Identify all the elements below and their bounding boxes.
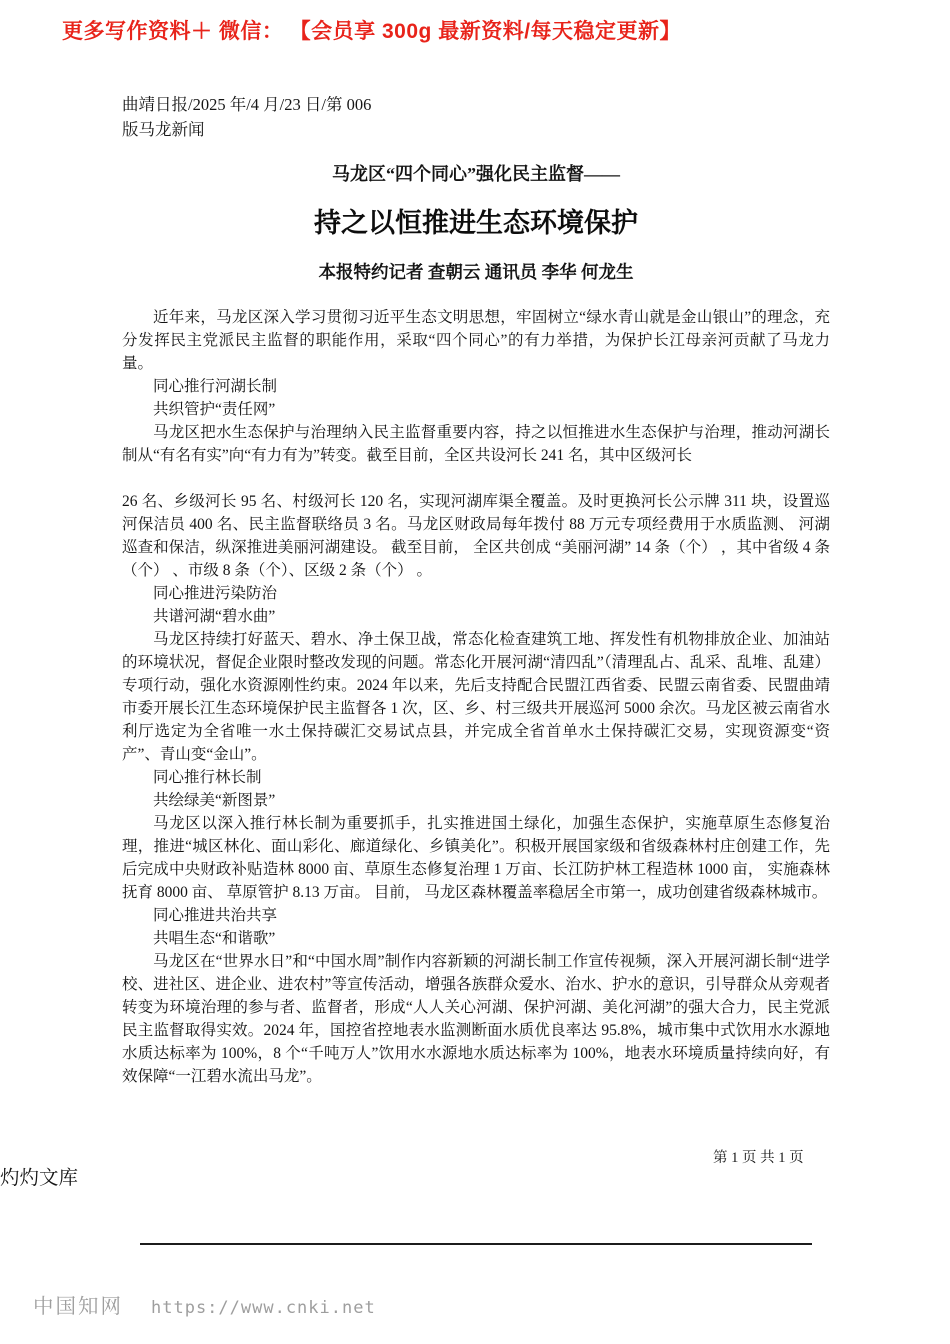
section-subhead: 同心推进共治共享	[153, 907, 278, 924]
section-subhead: 同心推行河湖长制	[153, 378, 278, 395]
cnki-url: https://www.cnki.net	[151, 1298, 376, 1318]
library-watermark: 灼灼文库	[0, 1168, 79, 1189]
article-paragraph: 近年来，马龙区深入学习贯彻习近平生态文明思想，牢固树立“绿水青山就是金山银山”的理念，充分发挥民主党派民主监督的职能作用，采取“四个同心”的有力举措，为保护长江母亲河贡献了马龙力量。	[122, 309, 830, 372]
page-number-label: 第 1 页 共 1 页	[713, 1150, 804, 1166]
source-citation-line1: 曲靖日报/2025 年/4 月/23 日/第 006	[122, 95, 372, 114]
section-subhead: 同心推行林长制	[153, 769, 262, 786]
article-paragraph: 26 名、乡级河长 95 名、村级河长 120 名，实现河湖库渠全覆盖。及时更换河长公示牌 311 块，设置巡河保洁员 400 名、民主监督联络员 3 名。马龙区财政局每年拨付 88 万元专项经费用于水质监测、 河湖巡查和保洁，纵深推进美丽河湖建设。 截至目前， 全区共创成 “美丽河湖” 14 条（个） ，其中省级 4 条（个） 、市级 8 条（个）、区级 2 条（个） 。	[122, 493, 830, 579]
footer-divider-line	[140, 1243, 812, 1245]
source-citation	[122, 92, 371, 142]
section-subhead: 共谱河湖“碧水曲”	[153, 608, 276, 625]
article-title: 持之以恒推进生态环境保护	[314, 208, 638, 238]
article-body	[122, 306, 830, 1088]
section-subhead: 共织管护“责任网”	[153, 401, 276, 418]
article-paragraph: 马龙区以深入推行林长制为重要抓手，扎实推进国土绿化，加强生态保护，实施草原生态修复治理，推进“城区林化、面山彩化、廊道绿化、乡镇美化”。积极开展国家级和省级森林村庄创建工作，先后完成中央财政补贴造林 8000 亩、草原生态修复治理 1 万亩、长江防护林工程造林 1000 亩， 实施森林抚育 8000 亩、 草原管护 8.13 万亩。 目前， 马龙区森林覆盖率稳居全市第一，成功创建省级森林城市。	[122, 815, 830, 901]
promo-banner-text: 更多写作资料＋ 微信： 【会员享 300g 最新资料/每天稳定更新】	[62, 20, 682, 43]
section-subhead: 共绘绿美“新图景”	[153, 792, 276, 809]
section-subhead: 共唱生态“和谐歌”	[153, 930, 276, 947]
cnki-site-name: 中国知网	[33, 1296, 123, 1318]
article-byline: 本报特约记者 查朝云 通讯员 李华 何龙生	[318, 262, 634, 282]
article-paragraph: 马龙区持续打好蓝天、碧水、净土保卫战，常态化检查建筑工地、挥发性有机物排放企业、加油站的环境状况，督促企业限时整改发现的问题。常态化开展河湖“清四乱”（清理乱占、乱采、乱堆、乱建）专项行动，强化水资源刚性约束。2024 年以来，先后支持配合民盟江西省委、民盟云南省委、民盟曲靖市委开展长江生态环境保护民主监督各 1 次，区、乡、村三级共开展巡河 5000 余次。马龙区被云南省水利厅选定为全省唯一水土保持碳汇交易试点县，并完成全省首单水土保持碳汇交易，实现资源变“资产”、青山变“金山”。	[122, 631, 830, 763]
article-paragraph: 马龙区在“世界水日”和“中国水周”制作内容新颖的河湖长制工作宣传视频，深入开展河湖长制“进学校、进社区、进企业、进农村”等宣传活动，增强各族群众爱水、治水、护水的意识，引导群众从旁观者转变为环境治理的参与者、监督者，形成“人人关心河湖、保护河湖、美化河湖”的强大合力，民主党派民主监督取得实效。2024 年，国控省控地表水监测断面水质优良率达 95.8%，城市集中式饮用水水源地水质达标率为 100%，8 个“千吨万人”饮用水水源地水质达标率为 100%，地表水环境质量持续向好，有效保障“一江碧水流出马龙”。	[122, 953, 830, 1085]
section-subhead: 同心推进污染防治	[153, 585, 278, 602]
article-subtitle: 马龙区“四个同心”强化民主监督——	[332, 164, 620, 184]
article-paragraph: 马龙区把水生态保护与治理纳入民主监督重要内容，持之以恒推进水生态保护与治理，推动河湖长制从“有名有实”向“有力有为”转变。截至目前，全区共设河长 241 名，其中区级河长	[122, 424, 830, 464]
cnki-watermark	[33, 1289, 376, 1319]
source-citation-line2: 版马龙新闻	[122, 120, 205, 139]
